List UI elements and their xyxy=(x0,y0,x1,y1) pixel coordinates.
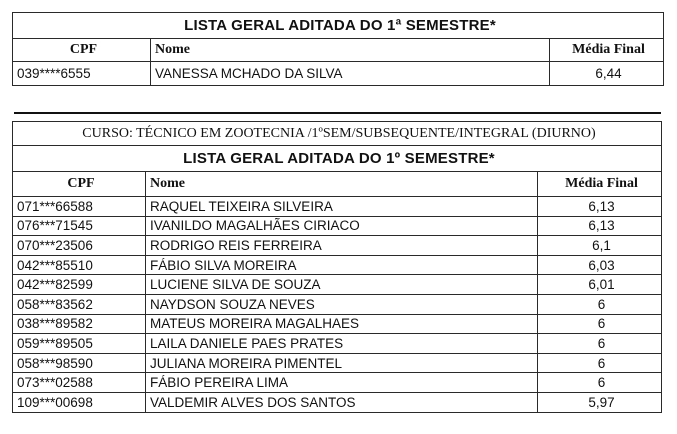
header-cpf: CPF xyxy=(13,39,151,62)
cell-cpf: 058***83562 xyxy=(13,294,146,314)
table-row xyxy=(13,197,662,217)
cell-media: 6 xyxy=(538,334,662,354)
cell-cpf: 059***89505 xyxy=(13,334,146,354)
cell-cpf: 042***82599 xyxy=(13,275,146,295)
table-row xyxy=(13,294,662,314)
cell-cpf: 039****6555 xyxy=(13,62,151,86)
table1-title: LISTA GERAL ADITADA DO 1ª SEMESTRE* xyxy=(13,13,664,39)
cell-media: 6,13 xyxy=(538,216,662,236)
cell-nome: JULIANA MOREIRA PIMENTEL xyxy=(146,353,538,373)
table-row xyxy=(13,275,662,295)
table-row xyxy=(13,62,664,86)
cell-media: 6 xyxy=(538,314,662,334)
cell-media: 6 xyxy=(538,353,662,373)
cell-media: 6 xyxy=(538,294,662,314)
table-row xyxy=(13,334,662,354)
cell-nome: LAILA DANIELE PAES PRATES xyxy=(146,334,538,354)
header-media-final: Média Final xyxy=(550,39,664,62)
semester-list-table-2 xyxy=(12,121,662,413)
table-row xyxy=(13,373,662,393)
cell-media: 6,13 xyxy=(538,197,662,217)
cell-nome: LUCIENE SILVA DE SOUZA xyxy=(146,275,538,295)
cell-media: 6,01 xyxy=(538,275,662,295)
cell-media: 6 xyxy=(538,373,662,393)
cell-cpf: 042***85510 xyxy=(13,255,146,275)
table2-title: LISTA GERAL ADITADA DO 1º SEMESTRE* xyxy=(13,146,662,172)
header-nome: Nome xyxy=(146,172,538,197)
table-row xyxy=(13,353,662,373)
semester-list-table-1 xyxy=(12,12,664,86)
cell-media: 6,03 xyxy=(538,255,662,275)
cell-nome: RAQUEL TEIXEIRA SILVEIRA xyxy=(146,197,538,217)
cell-cpf: 109***00698 xyxy=(13,392,146,412)
table-row xyxy=(13,314,662,334)
cell-cpf: 071***66588 xyxy=(13,197,146,217)
cell-cpf: 076***71545 xyxy=(13,216,146,236)
cell-cpf: 070***23506 xyxy=(13,236,146,256)
cell-nome: VALDEMIR ALVES DOS SANTOS xyxy=(146,392,538,412)
cell-nome: MATEUS MOREIRA MAGALHAES xyxy=(146,314,538,334)
cell-nome: VANESSA MCHADO DA SILVA xyxy=(151,62,550,86)
header-cpf: CPF xyxy=(13,172,146,197)
cell-nome: FÁBIO PEREIRA LIMA xyxy=(146,373,538,393)
cell-nome: NAYDSON SOUZA NEVES xyxy=(146,294,538,314)
cell-cpf: 058***98590 xyxy=(13,353,146,373)
cell-media: 5,97 xyxy=(538,392,662,412)
table-row xyxy=(13,216,662,236)
cell-cpf: 073***02588 xyxy=(13,373,146,393)
cell-cpf: 038***89582 xyxy=(13,314,146,334)
cell-nome: RODRIGO REIS FERREIRA xyxy=(146,236,538,256)
course-title: CURSO: TÉCNICO EM ZOOTECNIA /1ºSEM/SUBSEQUENTE/INTEGRAL (DIURNO) xyxy=(13,122,662,146)
cell-nome: FÁBIO SILVA MOREIRA xyxy=(146,255,538,275)
table-row xyxy=(13,255,662,275)
cell-media: 6,1 xyxy=(538,236,662,256)
header-nome: Nome xyxy=(151,39,550,62)
table-row xyxy=(13,236,662,256)
section-divider xyxy=(14,112,661,114)
header-media-final: Média Final xyxy=(538,172,662,197)
table-row xyxy=(13,392,662,412)
cell-nome: IVANILDO MAGALHÃES CIRIACO xyxy=(146,216,538,236)
cell-media: 6,44 xyxy=(550,62,664,86)
